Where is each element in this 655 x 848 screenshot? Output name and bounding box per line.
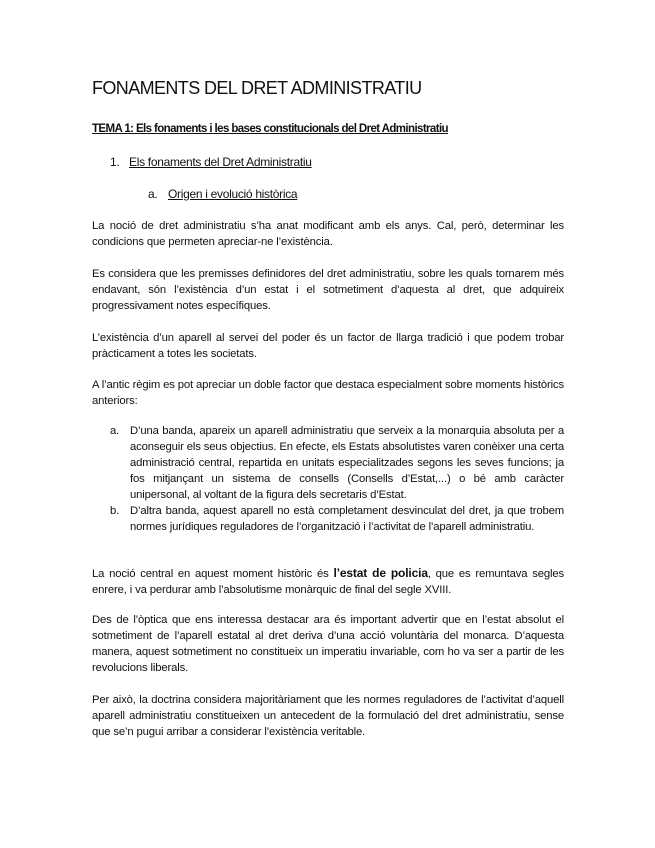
paragraph-1: La noció de dret administratiu s’ha anat modificant amb els anys. Cal, però, determinar les condicions que permeten apreciar-ne l’existència. [92,220,564,248]
paragraph-5-before: La noció central en aquest moment històric és [92,568,334,580]
paragraph-4: A l’antic règim es pot apreciar un doble factor que destaca especialment sobre moments històrics anteriors: [92,379,564,407]
list-item [92,503,564,535]
list-marker: b. [110,505,120,517]
estat-de-policia-term: l’estat de policia [333,566,428,580]
list-item-text: D’altra banda, aquest aparell no està completament desvinculat del dret, ja que trobem normes jurídiques reguladores de l’organització i l’activitat de l’aparell administratiu. [130,505,564,533]
subsection-number: a. [148,187,158,201]
list-item-text: D’una banda, apareix un aparell administratiu que serveix a la monarquia absoluta per a aconseguir els seus objectius. En efecte, els Estats absolutistes varen conèixer una certa administració central, repartida en unitats especialitzades segons les seves funcions; ja fos mitjançant un sistema de consells (Consells d’Estat,...) o bé amb caràcter unipersonal, al voltant de la figura dels secretaris d’Estat. [130,425,564,501]
paragraph-7: Per això, la doctrina considera majoritàriament que les normes reguladores de l’activitat d’aquell aparell administratiu constitueixen un antecedent de la formulació del dret administratiu, sense que se’n pugui arribar a considerar l’existència veritable. [92,694,564,738]
paragraph-3: L’existència d’un aparell al servei del poder és un factor de llarga tradició i que podem trobar pràcticament a totes les societats. [92,332,564,360]
subsection-heading [148,187,297,201]
document-title: FONAMENTS DEL DRET ADMINISTRATIU [92,78,422,98]
list-item [92,423,564,503]
paragraph-6: Des de l’òptica que ens interessa destacar ara és important advertir que en l’estat absolut el sotmetiment de l’aparell estatal al dret deriva d’una acció voluntària del monarca. D’aquesta manera, aquest sotmetiment no constitueix un imperatiu invariable, com ho va ser a partir de les revolucions liberals. [92,614,564,674]
section-number: 1. [110,155,120,169]
paragraph-5-after: , que es remuntava segles enrere, i va perdurar amb l’absolutisme monàrquic de final del segle XVIII. [92,568,564,596]
paragraph-2: Es considera que les premisses definidores del dret administratiu, sobre les quals tornarem més endavant, són l’existència d’un estat i el sotmetiment d’aquesta al dret, que adquireix progressivament notes específiques. [92,268,564,312]
factor-list [92,423,564,535]
topic-heading: TEMA 1: Els fonaments i les bases constitucionals del Dret Administratiu [92,123,448,135]
section-heading [110,155,312,169]
section-label: Els fonaments del Dret Administratiu [129,155,312,169]
subsection-label: Origen i evolució històrica [168,187,298,201]
paragraph-5 [92,565,564,598]
list-marker: a. [110,425,120,437]
